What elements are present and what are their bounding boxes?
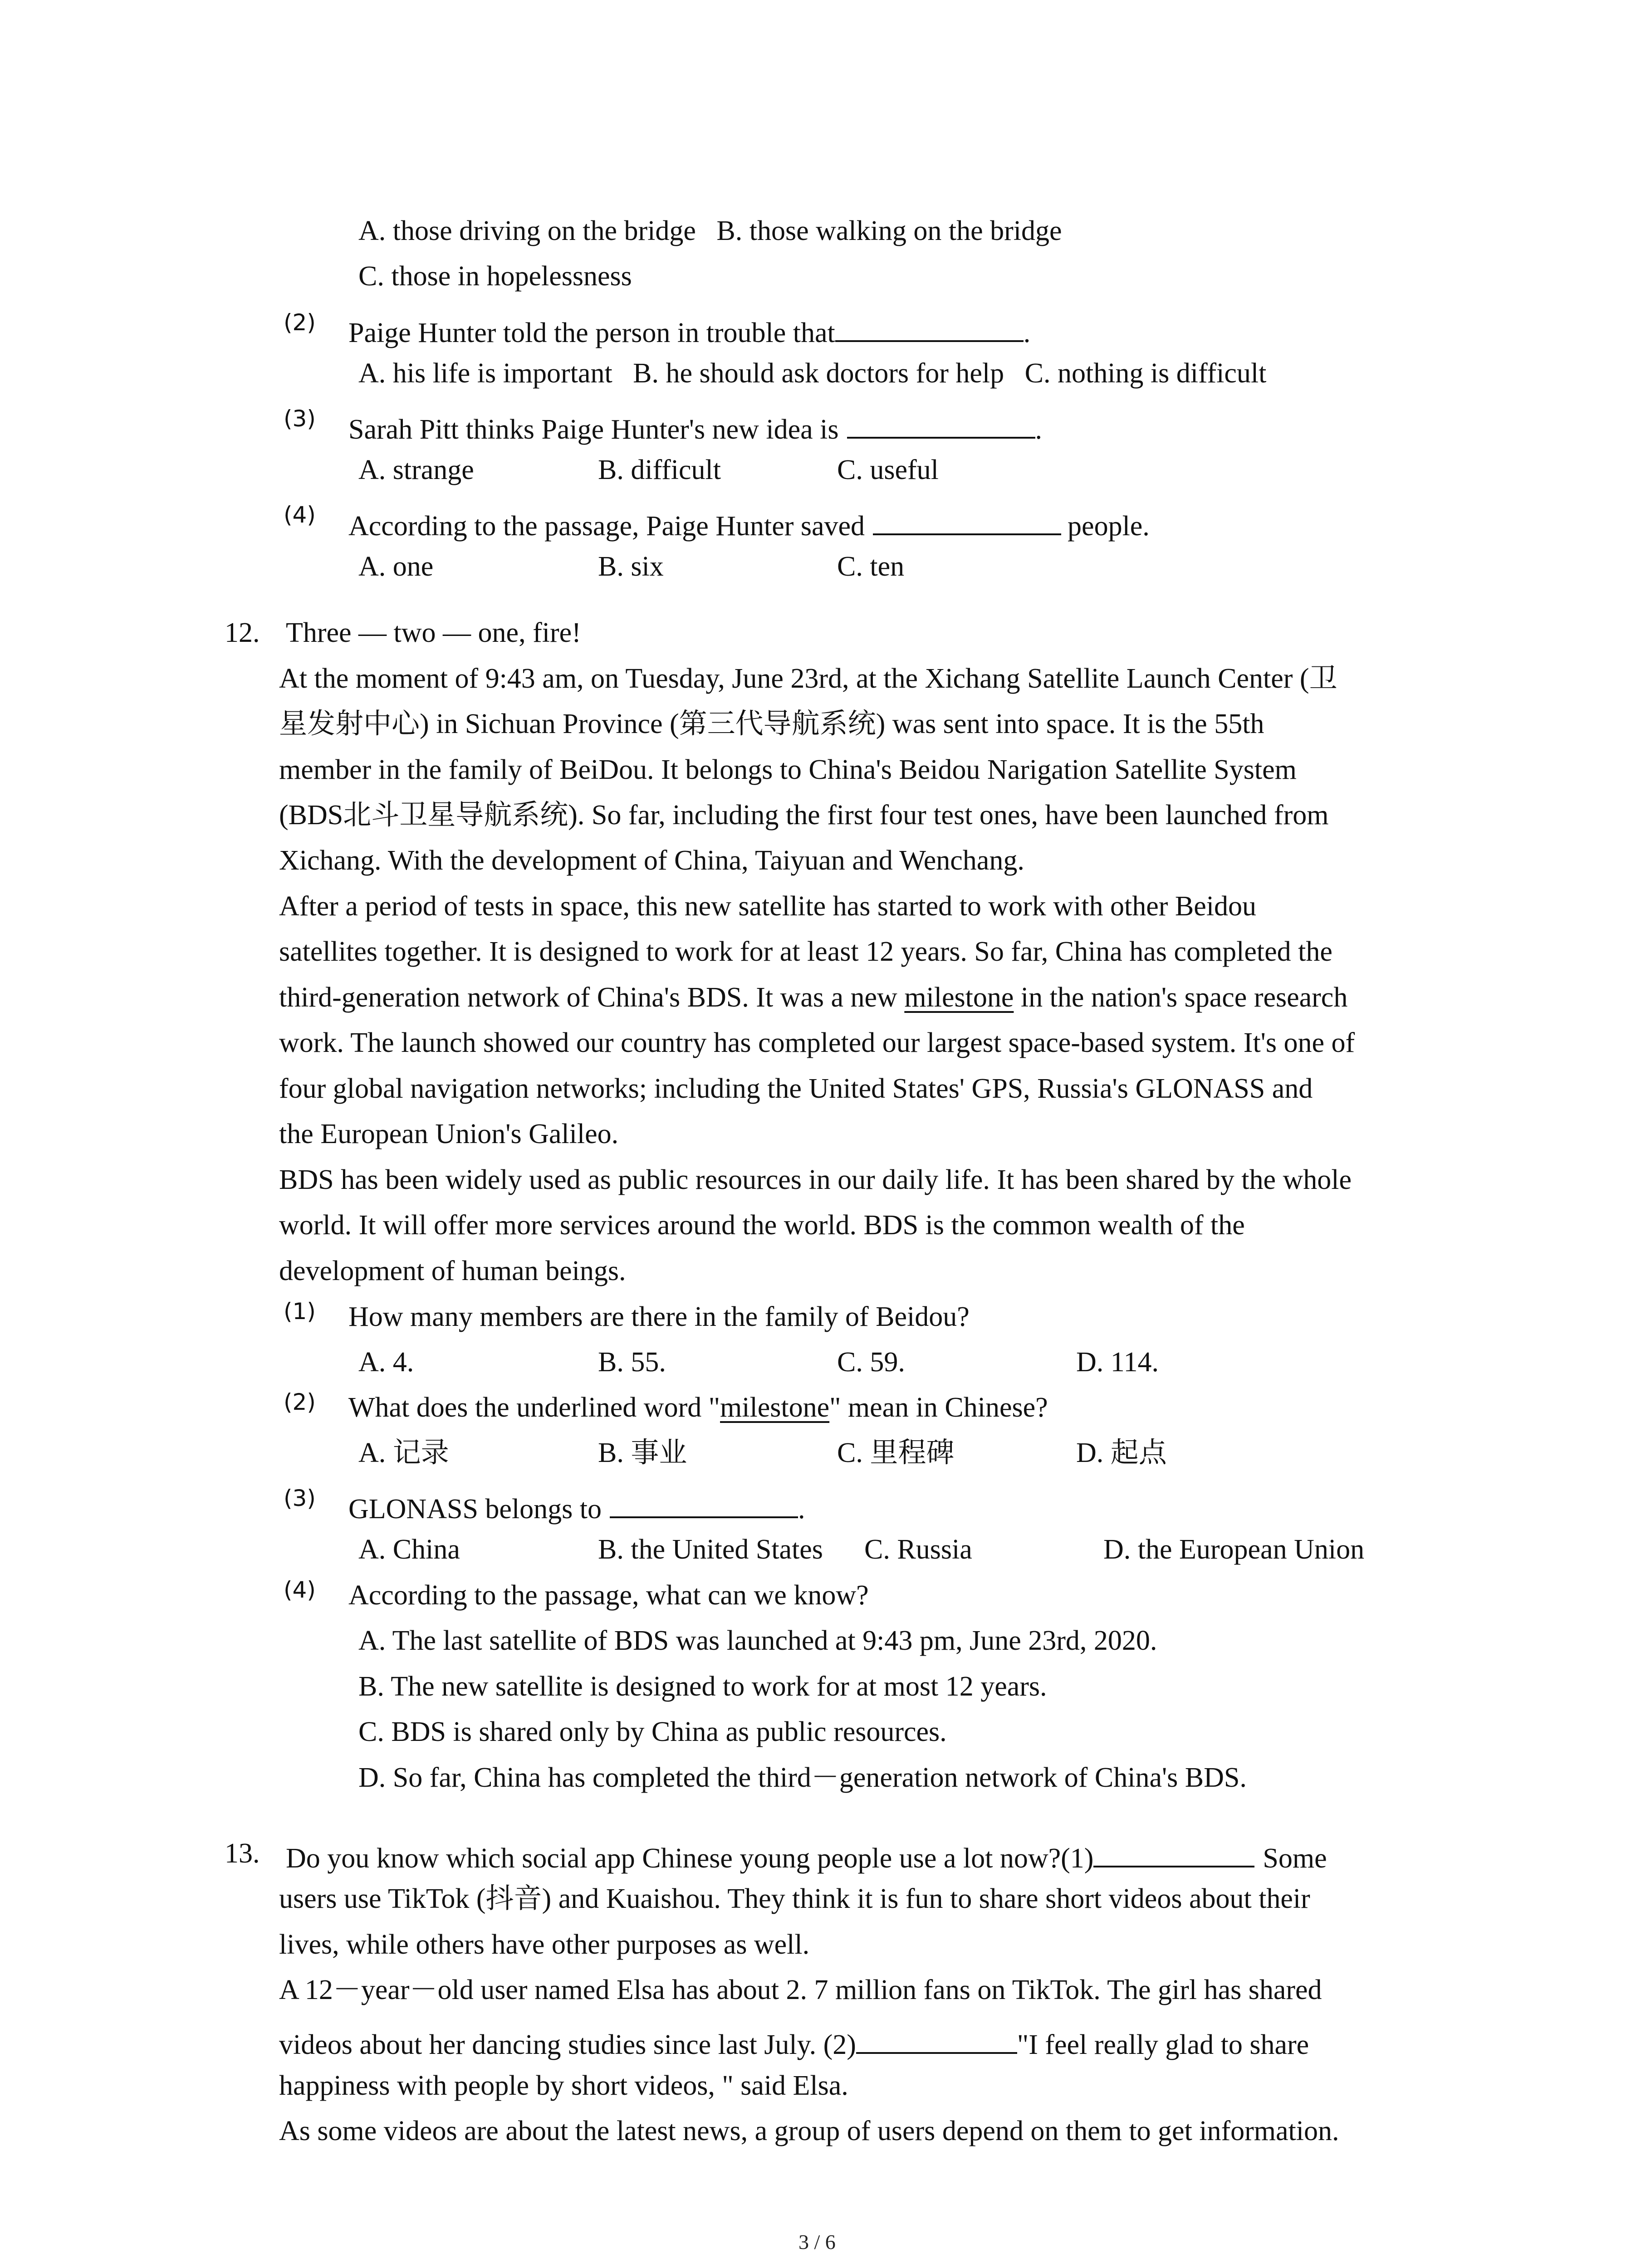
q12-passage-line: development of human beings. (279, 1256, 626, 1286)
q13-number: 13. (225, 1838, 260, 1869)
q12-passage-line: At the moment of 9:43 am, on Tuesday, June 23rd, at the Xichang Satellite Launch Center (卫 (279, 663, 1337, 694)
q12-passage-line: Xichang. With the development of China, Taiyuan and Wenchang. (279, 845, 1024, 876)
q13-line5 (279, 2026, 1309, 2059)
q11-q4-option-a: A. one (358, 551, 434, 582)
q12-q2-option-a: A. 记录 (358, 1437, 449, 1468)
q13-text: Do you know which social app Chinese young people use a lot now?(1) (286, 1843, 1094, 1874)
q11-q2-number: (2) (284, 309, 316, 336)
q11-q3-option-b: B. difficult (598, 455, 721, 485)
q12-q4-stem: According to the passage, what can we know? (348, 1580, 869, 1611)
q13-line4: A 12－year－old user named Elsa has about 2. 7 million fans on TikTok. The girl has shared (279, 1975, 1322, 2005)
q12-q1-option-b: B. 55. (598, 1347, 666, 1378)
q12-q2-stem-text: What does the underlined word " (348, 1392, 720, 1423)
q11-q3-option-c: C. useful (837, 455, 939, 485)
underlined-word-milestone: milestone (720, 1392, 830, 1423)
q12-q2-stem (348, 1393, 1048, 1422)
q13-line7: As some videos are about the latest news, a group of users depend on them to get information. (279, 2116, 1339, 2146)
q11-q4-option-b: B. six (598, 551, 664, 582)
q13-line1 (286, 1839, 1327, 1872)
q12-q2-option-b: B. 事业 (598, 1437, 687, 1468)
answer-blank-2 (856, 2026, 1017, 2054)
q12-passage-line: After a period of tests in space, this new satellite has started to work with other Beidou (279, 891, 1256, 922)
q12-q3-option-b: B. the United States (598, 1534, 823, 1565)
q11-q2-stem-text: Paige Hunter told the person in trouble that (348, 318, 835, 348)
q12-q3-stem-text: GLONASS belongs to (348, 1494, 602, 1525)
q12-passage-line: four global navigation networks; including the United States' GPS, Russia's GLONASS and (279, 1073, 1313, 1104)
q13-text: videos about her dancing studies since last July. (2) (279, 2029, 856, 2060)
q12-passage-line: BDS has been widely used as public resources in our daily life. It has been shared by the whole (279, 1164, 1352, 1195)
q12-passage-line: member in the family of BeiDou. It belongs to China's Beidou Narigation Satellite System (279, 754, 1297, 785)
q11-q2-option-a: A. his life is important (358, 358, 612, 389)
q11-q2-option-b: B. he should ask doctors for help (633, 358, 1004, 389)
q11-q3-option-a: A. strange (358, 455, 474, 485)
q11-q2-option-c: C. nothing is difficult (1024, 358, 1267, 389)
q12-q1-number: (1) (284, 1298, 316, 1325)
answer-blank (610, 1490, 798, 1518)
q11-q2-stem (348, 314, 1030, 347)
q11-q4-option-c: C. ten (837, 551, 905, 582)
q12-passage-line: satellites together. It is designed to work for at least 12 years. So far, China has completed the (279, 936, 1332, 967)
q12-passage-line: work. The launch showed our country has completed our largest space-based system. It's one of (279, 1027, 1355, 1058)
q12-q4-option-d: D. So far, China has completed the third－generation network of China's BDS. (358, 1762, 1247, 1793)
q12-q4-option-a: A. The last satellite of BDS was launched at 9:43 pm, June 23rd, 2020. (358, 1625, 1157, 1656)
page-number: 3 / 6 (798, 2230, 836, 2253)
underlined-word-milestone: milestone (904, 982, 1014, 1013)
q11-q3-stem (348, 411, 1042, 444)
q11-q1-option-b: B. those walking on the bridge (716, 215, 1062, 246)
q11-q4-tail: people. (1068, 511, 1150, 542)
q11-q1-options-row1 (358, 217, 1062, 245)
answer-blank (835, 314, 1024, 342)
q11-q2-tail: . (1023, 318, 1031, 348)
q12-passage-line: world. It will offer more services around the world. BDS is the common wealth of the (279, 1210, 1245, 1241)
q11-q1-option-c: C. those in hopelessness (358, 261, 632, 292)
q11-q4-stem-text: According to the passage, Paige Hunter saved (348, 511, 865, 542)
q11-q3-stem-text: Sarah Pitt thinks Paige Hunter's new idea is (348, 414, 839, 445)
q12-q1-option-d: D. 114. (1076, 1347, 1159, 1378)
q12-passage-text: third-generation network of China's BDS. It was a new (279, 982, 897, 1013)
q12-passage-line: the European Union's Galileo. (279, 1119, 619, 1149)
q12-q2-option-d: D. 起点 (1076, 1437, 1167, 1468)
q12-q1-stem: How many members are there in the family of Beidou? (348, 1301, 970, 1332)
answer-blank-1 (1093, 1839, 1254, 1867)
q12-passage-line: (BDS北斗卫星导航系统). So far, including the first four test ones, have been launched from (279, 800, 1329, 831)
q11-q1-option-a: A. those driving on the bridge (358, 215, 696, 246)
q12-q4-number: (4) (284, 1577, 316, 1603)
q12-q3-option-d: D. the European Union (1103, 1534, 1365, 1565)
q13-line2: users use TikTok (抖音) and Kuaishou. They think it is fun to share short videos about their (279, 1883, 1310, 1914)
q12-q3-option-a: A. China (358, 1534, 460, 1565)
q12-passage-line: 星发射中心) in Sichuan Province (第三代导航系统) was sent into space. It is the 55th (279, 709, 1264, 739)
q12-q3-number: (3) (284, 1485, 316, 1511)
q12-passage-line: Three — two — one, fire! (286, 617, 581, 648)
q11-q3-number: (3) (284, 406, 316, 432)
q13-text: Some (1263, 1843, 1327, 1874)
q13-text: "I feel really glad to share (1017, 2029, 1309, 2060)
q12-q1-option-c: C. 59. (837, 1347, 905, 1378)
answer-blank (873, 507, 1061, 535)
q12-q2-option-c: C. 里程碑 (837, 1437, 955, 1468)
q12-q3-tail: . (798, 1494, 805, 1525)
q13-line6: happiness with people by short videos, " said Elsa. (279, 2070, 848, 2101)
q12-q1-option-a: A. 4. (358, 1347, 414, 1378)
q11-q4-stem (348, 507, 1150, 540)
q12-q3-stem (348, 1490, 805, 1523)
q12-passage-text: in the nation's space research (1020, 982, 1348, 1013)
q11-q2-options (358, 359, 1266, 387)
q12-passage-line-milestone (279, 983, 1347, 1012)
q12-number: 12. (225, 617, 260, 648)
q12-q4-option-c: C. BDS is shared only by China as public resources. (358, 1716, 947, 1747)
q12-q2-stem-text: " mean in Chinese? (829, 1392, 1048, 1423)
answer-blank (847, 411, 1035, 439)
q12-q2-number: (2) (284, 1389, 316, 1415)
q12-q4-option-b: B. The new satellite is designed to work for at most 12 years. (358, 1671, 1047, 1702)
q11-q4-number: (4) (284, 502, 316, 528)
q12-q3-option-c: C. Russia (864, 1534, 972, 1565)
q11-q3-tail: . (1035, 414, 1043, 445)
q13-line3: lives, while others have other purposes as well. (279, 1929, 810, 1960)
